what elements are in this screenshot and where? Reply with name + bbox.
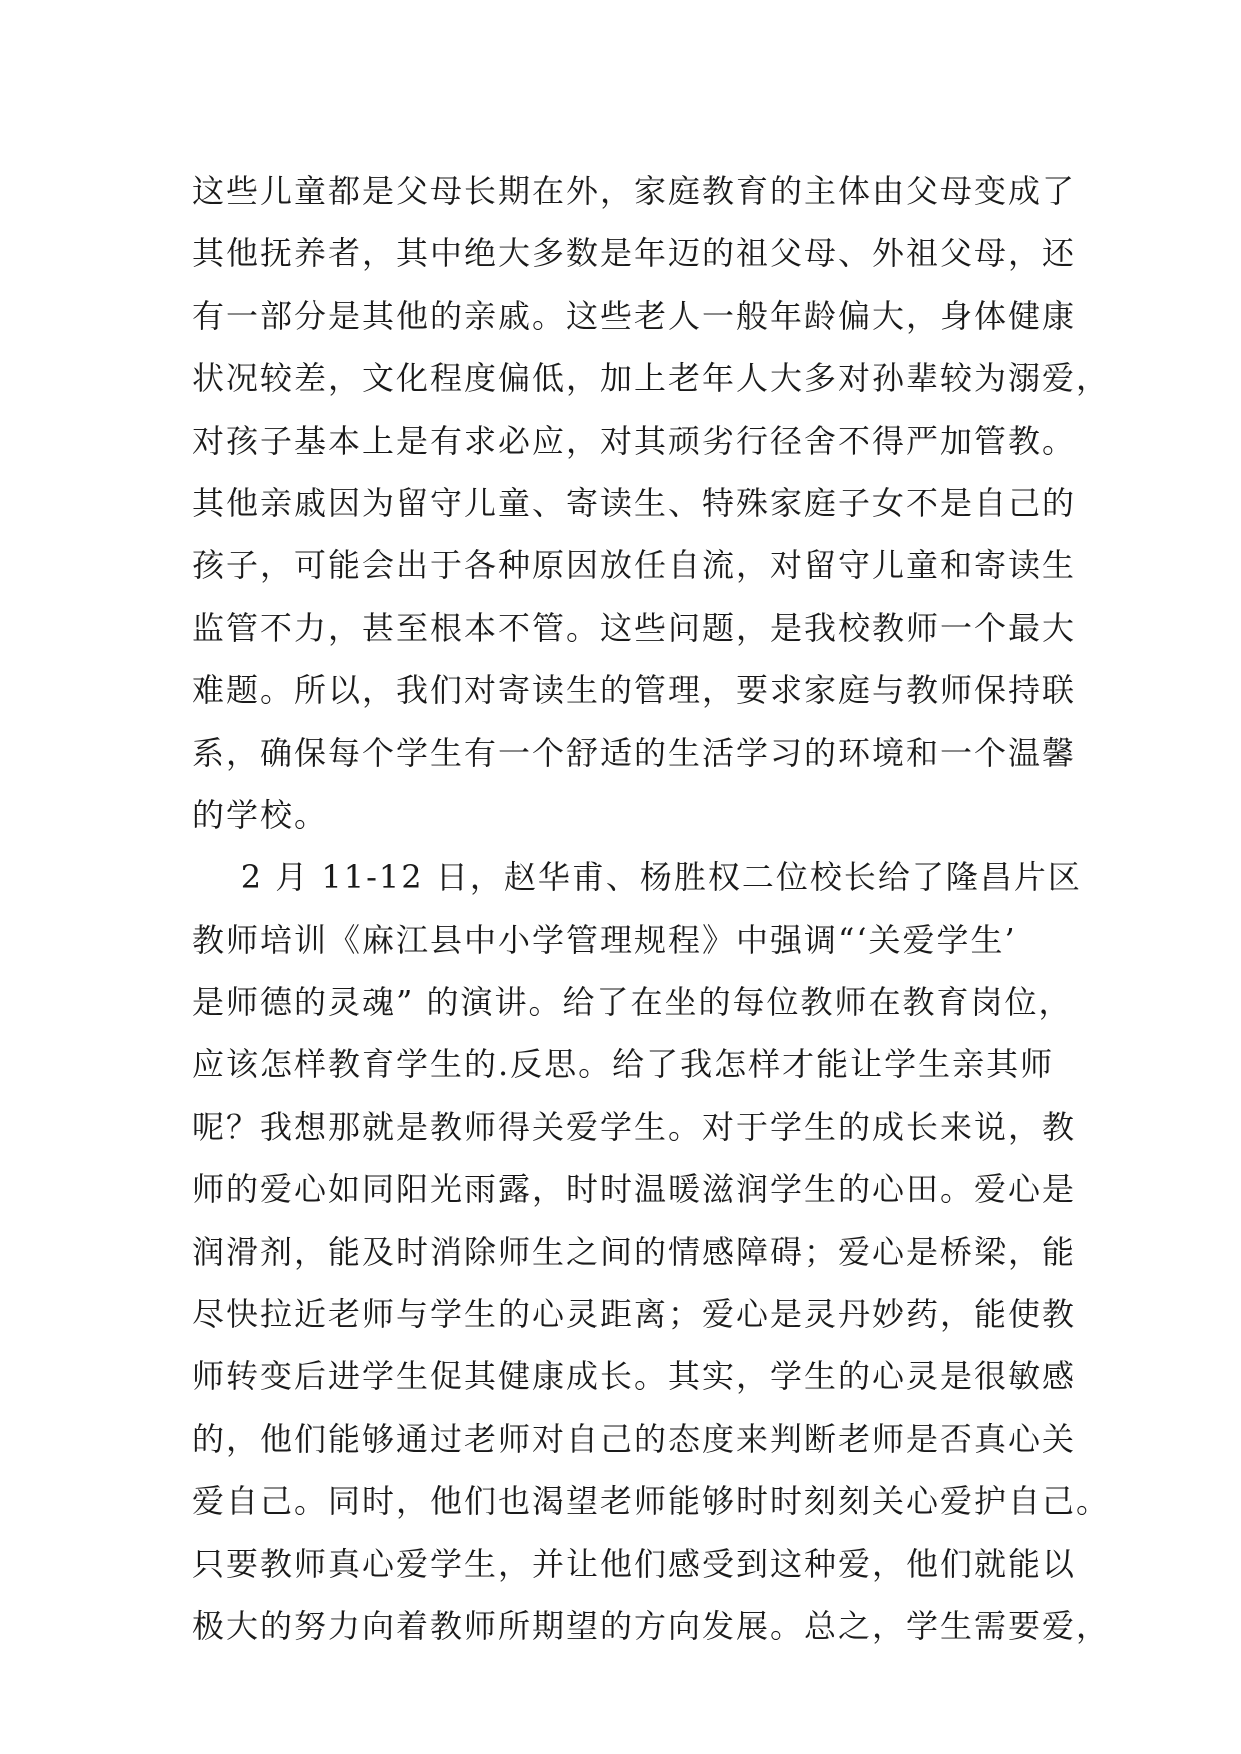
text-line: 润滑剂，能及时消除师生之间的情感障碍；爱心是桥梁，能 (192, 1232, 1077, 1271)
text-line: 师转变后进学生促其健康成长。其实，学生的心灵是很敏感 (192, 1357, 1077, 1396)
text-line: 教师培训《麻江县中小学管理规程》中强调“‘关爱学生’ (192, 920, 1017, 959)
text-line: 只要教师真心爱学生，并让他们感受到这种爱，他们就能以 (192, 1544, 1077, 1583)
text-line: 监管不力，甚至根本不管。这些问题，是我校教师一个最大 (192, 608, 1077, 647)
text-line: 呢？我想那就是教师得关爱学生。对于学生的成长来说，教 (192, 1107, 1077, 1146)
text-line: 难题。所以，我们对寄读生的管理，要求家庭与教师保持联 (192, 671, 1077, 710)
text-line: 系，确保每个学生有一个舒适的生活学习的环境和一个温馨 (192, 733, 1077, 772)
text-line: 状况较差，文化程度偏低，加上老年人大多对孙辈较为溺爱， (192, 359, 1111, 398)
text-line: 师的爱心如同阳光雨露，时时温暖滋润学生的心田。爱心是 (192, 1170, 1077, 1209)
text-line: 2 月 11-12 日，赵华甫、杨胜权二位校长给了隆昌片区 (192, 858, 1082, 897)
text-line: 其他亲戚因为留守儿童、寄读生、特殊家庭子女不是自己的 (192, 483, 1077, 522)
text-line: 的学校。 (192, 795, 329, 834)
text-line: 孩子，可能会出于各种原因放任自流，对留守儿童和寄读生 (192, 546, 1077, 585)
text-line: 应该怎样教育学生的.反思。给了我怎样才能让学生亲其师 (192, 1045, 1055, 1084)
text-line: 这些儿童都是父母长期在外，家庭教育的主体由父母变成了 (192, 172, 1077, 210)
text-line: 爱自己。同时，他们也渴望老师能够时时刻刻关心爱护自己。 (192, 1482, 1111, 1521)
text-line: 其他抚养者，其中绝大多数是年迈的祖父母、外祖父母，还 (192, 234, 1077, 273)
text-line: 是师德的灵魂” 的演讲。给了在坐的每位教师在教育岗位， (192, 983, 1073, 1022)
text-line: 对孩子基本上是有求必应，对其顽劣行径舍不得严加管教。 (192, 421, 1077, 460)
body-text (192, 160, 1111, 1657)
text-line: 极大的努力向着教师所期望的方向发展。总之，学生需要爱， (192, 1606, 1111, 1645)
text-line: 尽快拉近老师与学生的心灵距离；爱心是灵丹妙药，能使教 (192, 1295, 1077, 1334)
text-line: 的，他们能够通过老师对自己的态度来判断老师是否真心关 (192, 1419, 1077, 1458)
text-line: 有一部分是其他的亲戚。这些老人一般年龄偏大，身体健康 (192, 296, 1077, 335)
